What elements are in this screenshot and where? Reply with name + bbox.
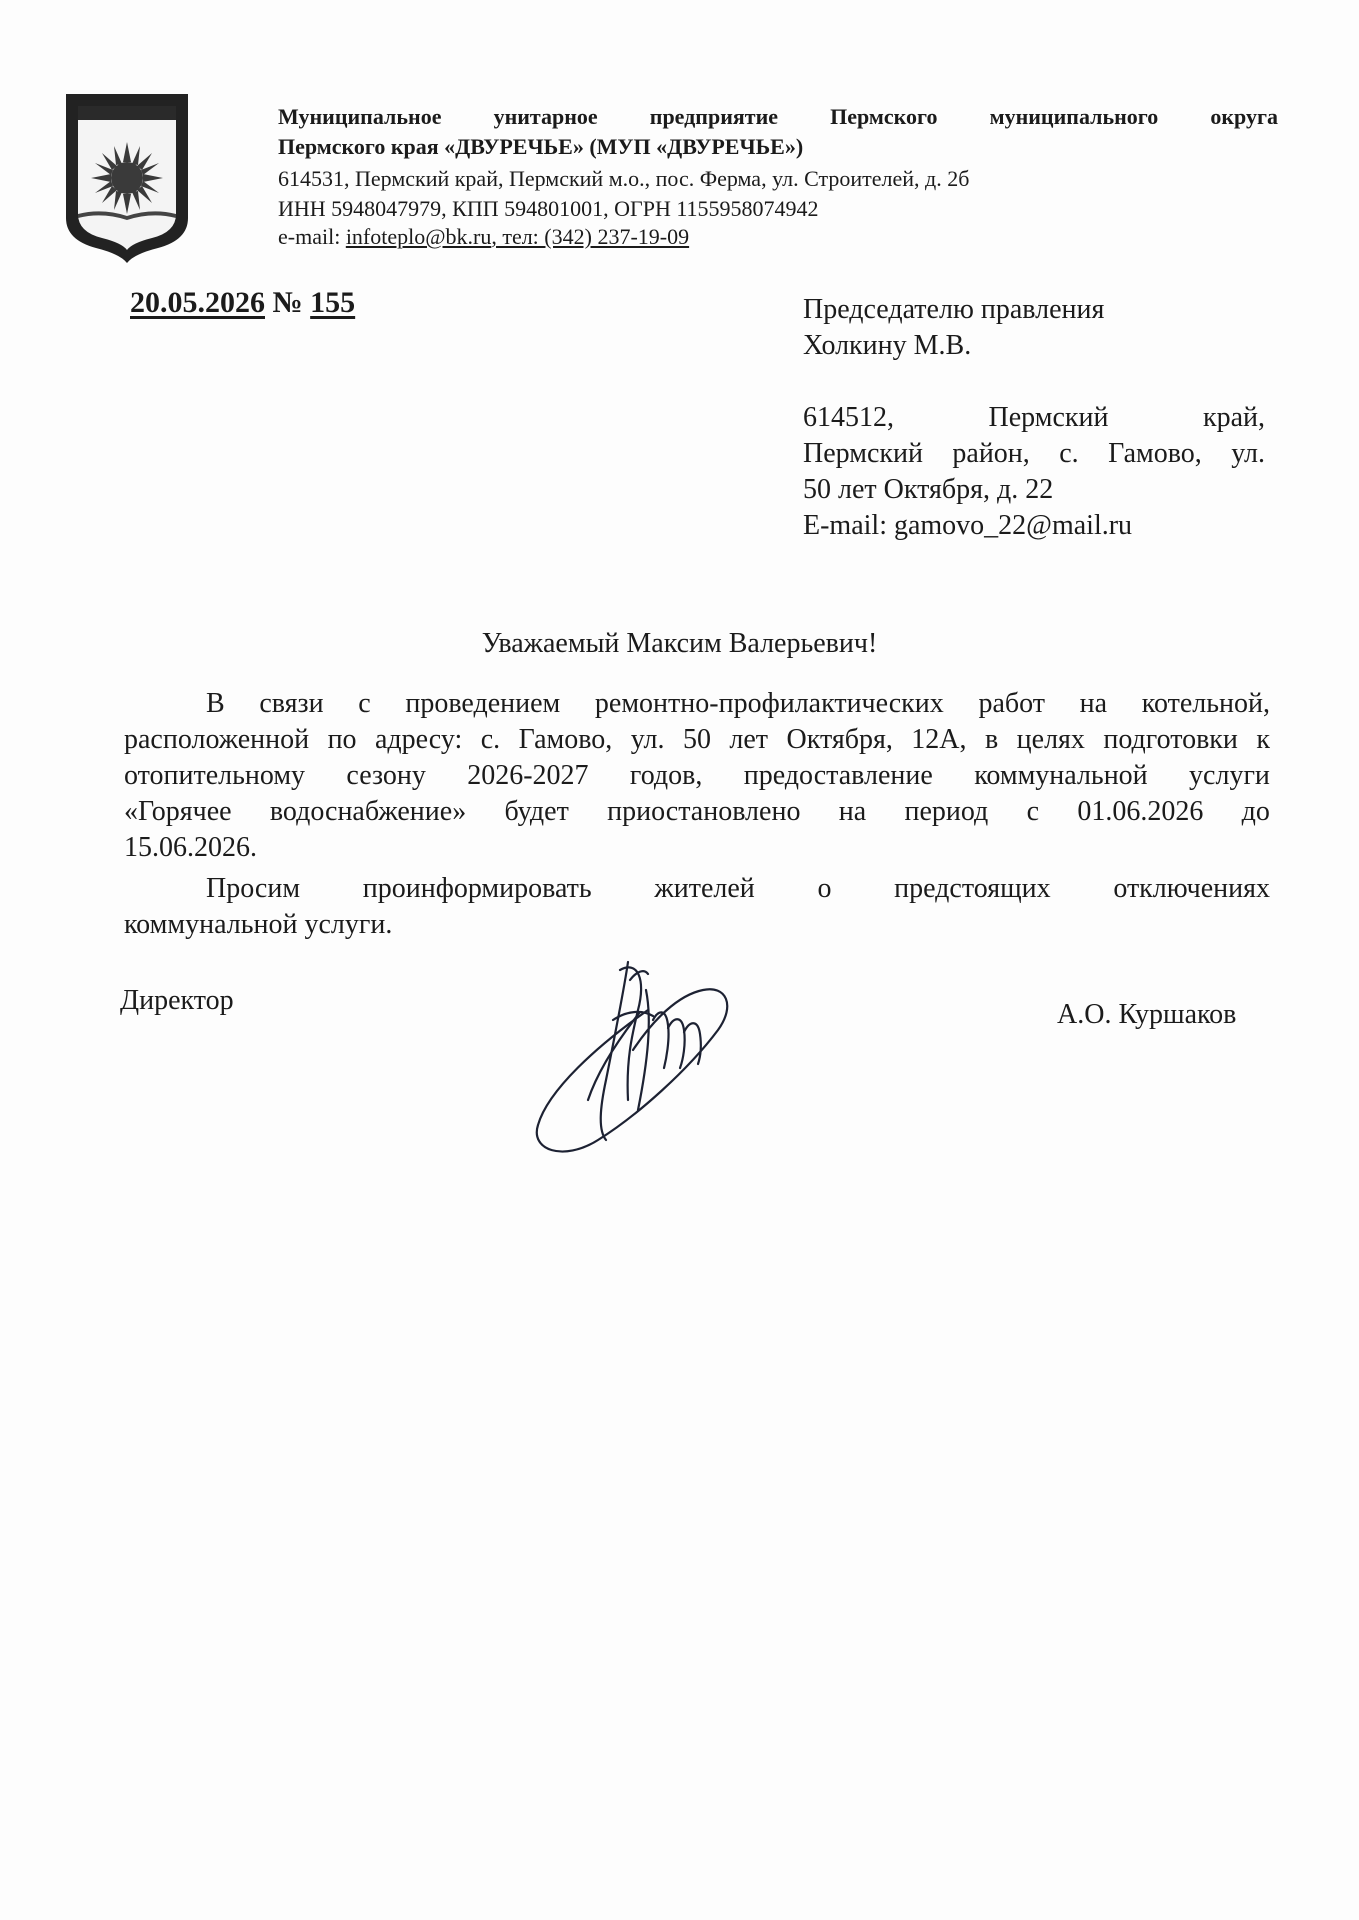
- body-word: проинформировать: [362, 873, 592, 904]
- body-line: [124, 871, 1270, 907]
- body-word: будет: [504, 796, 569, 827]
- body-word: на: [838, 796, 867, 827]
- org-contacts: [278, 224, 689, 250]
- body-word: связи: [259, 688, 324, 719]
- address-word: Гамово,: [1108, 438, 1202, 469]
- body-word: проведением: [405, 688, 561, 719]
- org-name-word: муниципального: [989, 104, 1159, 129]
- body-word: в: [984, 724, 999, 755]
- address-word: Пермский: [803, 438, 923, 469]
- org-name-word: унитарное: [493, 104, 598, 129]
- letter-date: 20.05.2026: [130, 286, 265, 319]
- body-word: 01.06.2026: [1077, 796, 1204, 827]
- org-address: 614531, Пермский край, Пермский м.о., пос. Ферма, ул. Строителей, д. 2б: [278, 166, 970, 191]
- org-name-word: Пермского: [830, 104, 938, 129]
- body-line: [124, 722, 1270, 758]
- body-word: до: [1241, 796, 1270, 827]
- org-phone: , тел: (342) 237-19-09: [491, 224, 690, 249]
- recipient-address: [803, 400, 1265, 544]
- signatory-title: Директор: [120, 985, 234, 1016]
- body-word: 50: [682, 724, 711, 755]
- handwritten-signature: [528, 950, 758, 1160]
- org-name-word: округа: [1210, 104, 1278, 129]
- body-word: приостановлено: [607, 796, 801, 827]
- letter-body: [124, 686, 1270, 943]
- org-requisites: ИНН 5948047979, КПП 594801001, ОГРН 1155958074942: [278, 196, 819, 221]
- body-word: Октября,: [786, 724, 893, 755]
- number-sign: №: [265, 286, 311, 319]
- body-word: 2026-2027: [467, 760, 589, 791]
- recipient-address-line: [803, 436, 1265, 472]
- body-word: годов,: [629, 760, 703, 791]
- body-word: В: [206, 688, 225, 719]
- recipient-name: Холкину М.В.: [803, 330, 972, 361]
- org-email-link[interactable]: infoteplo@bk.ru: [345, 224, 492, 249]
- coat-of-arms-emblem: [62, 90, 192, 265]
- body-word: Гамово,: [518, 724, 613, 755]
- address-word: ул.: [1231, 438, 1265, 469]
- body-word: лет: [729, 724, 769, 755]
- body-word: расположенной: [124, 724, 310, 755]
- letter-number: 155: [310, 286, 356, 319]
- body-word: жителей: [654, 873, 755, 904]
- recipient-email: E-mail: gamovo_22@mail.ru: [803, 510, 1133, 541]
- body-word: «Горячее: [124, 796, 232, 827]
- body-word: ремонтно-профилактических: [594, 688, 944, 719]
- body-line: [124, 686, 1270, 722]
- registration-line: [130, 286, 355, 320]
- body-word: котельной,: [1141, 688, 1270, 719]
- body-word: целях: [1016, 724, 1085, 755]
- body-word: предоставление: [743, 760, 933, 791]
- body-word: на: [1079, 688, 1108, 719]
- recipient-block: [803, 292, 1265, 544]
- body-word: ул.: [630, 724, 665, 755]
- salutation: Уважаемый Максим Валерьевич!: [481, 628, 878, 659]
- body-word: услуги: [1189, 760, 1270, 791]
- org-name-word: предприятие: [649, 104, 779, 129]
- address-word: с.: [1059, 438, 1079, 469]
- body-word: о: [817, 873, 832, 904]
- body-word: предстоящих: [894, 873, 1051, 904]
- body-line: [124, 758, 1270, 794]
- body-word: работ: [978, 688, 1045, 719]
- body-word: отопительному: [124, 760, 306, 791]
- address-word: край,: [1202, 402, 1265, 433]
- body-word: по: [327, 724, 357, 755]
- body-word: период: [904, 796, 989, 827]
- signatory-name: А.О. Куршаков: [1057, 999, 1237, 1030]
- body-word: отключениях: [1113, 873, 1270, 904]
- body-line: 15.06.2026.: [124, 832, 257, 863]
- address-word: 614512,: [803, 402, 894, 433]
- body-word: с.: [480, 724, 501, 755]
- org-name-line-2: Пермского края «ДВУРЕЧЬЕ» (МУП «ДВУРЕЧЬЕ»): [278, 134, 804, 159]
- recipient-address-line: 50 лет Октября, д. 22: [803, 474, 1054, 505]
- body-word: Просим: [206, 873, 301, 904]
- address-word: район,: [952, 438, 1030, 469]
- address-word: Пермский: [988, 402, 1109, 433]
- org-name-word: Муниципальное: [278, 104, 442, 129]
- body-word: к: [1256, 724, 1270, 755]
- body-word: с: [358, 688, 371, 719]
- org-name-line-1: [278, 104, 1278, 130]
- body-line: [124, 794, 1270, 830]
- body-word: коммунальной: [974, 760, 1148, 791]
- recipient-position: Председателю правления: [803, 294, 1105, 325]
- body-word: сезону: [346, 760, 426, 791]
- email-label: e-mail:: [278, 224, 346, 249]
- body-word: водоснабжение»: [269, 796, 467, 827]
- recipient-address-line: [803, 400, 1265, 436]
- body-word: адресу:: [375, 724, 463, 755]
- body-word: 12А,: [911, 724, 967, 755]
- body-word: подготовки: [1103, 724, 1238, 755]
- body-line: коммунальной услуги.: [124, 909, 393, 940]
- body-word: с: [1026, 796, 1040, 827]
